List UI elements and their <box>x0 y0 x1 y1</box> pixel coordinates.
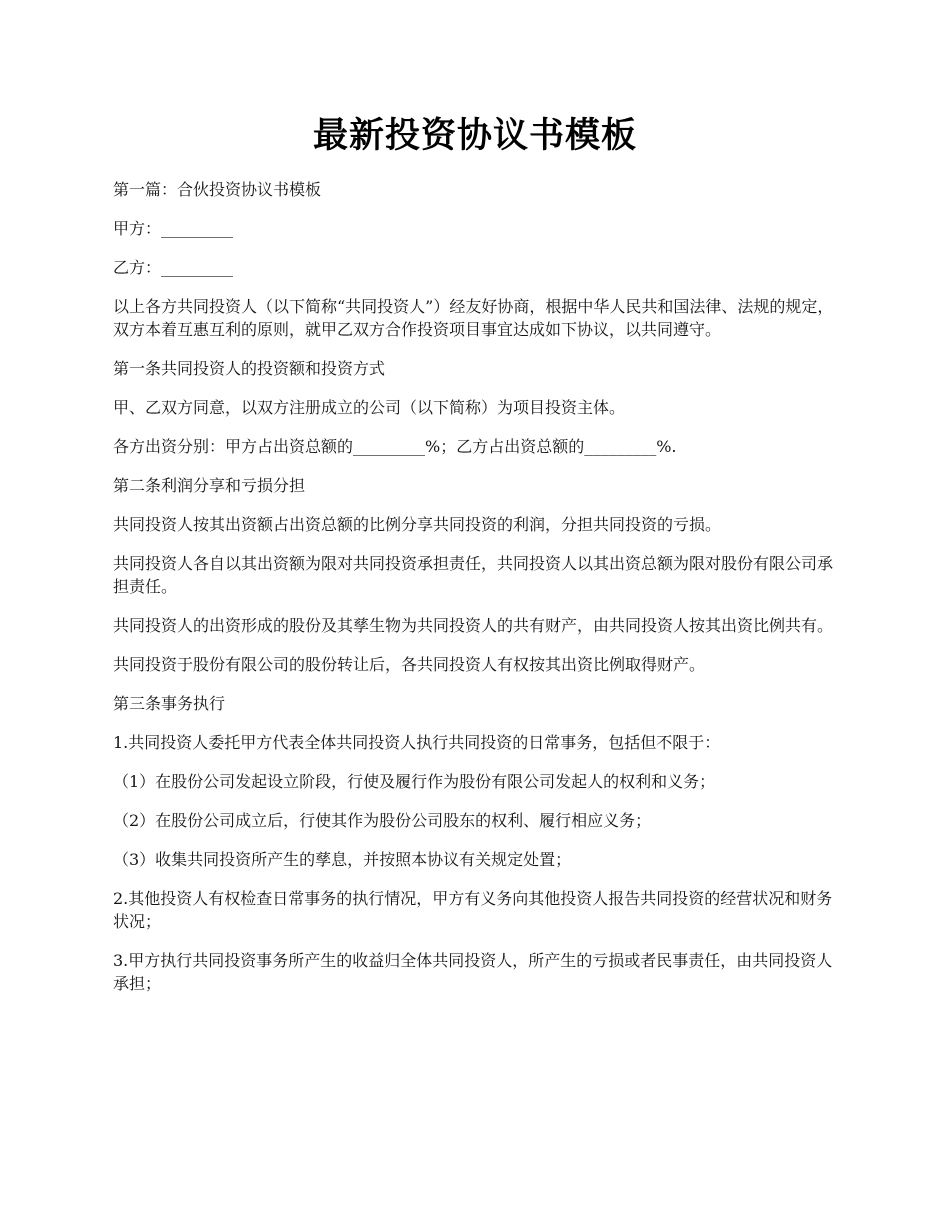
joint-property-paragraph: 共同投资人的出资形成的股份及其孳生物为共同投资人的共有财产，由共同投资人按其出资比例共有。 <box>113 616 834 635</box>
document-title: 最新投资协议书模板 <box>312 115 637 156</box>
article-three-heading: 第三条事务执行 <box>113 694 226 713</box>
party-b-line: 乙方：_________ <box>113 258 234 277</box>
article-one-heading: 第一条共同投资人的投资额和投资方式 <box>113 359 386 378</box>
clause-1-item-1: （1）在股份公司发起设立阶段，行使及履行作为股份有限公司发起人的权利和义务； <box>113 772 716 791</box>
preamble-paragraph: 以上各方共同投资人（以下简称“共同投资人”）经友好协商，根据中华人民共和国法律、法规的规定，双方本着互惠互利的原则，就甲乙双方合作投资项目事宜达成如下协议，以共同遵守。 <box>113 297 834 339</box>
clause-1-paragraph: 1.共同投资人委托甲方代表全体共同投资人执行共同投资的日常事务，包括但不限于： <box>113 733 721 752</box>
investment-subject-paragraph: 甲、乙双方同意，以双方注册成立的公司（以下简称）为项目投资主体。 <box>113 398 626 417</box>
clause-2-paragraph: 2.其他投资人有权检查日常事务的执行情况，甲方有义务向其他投资人报告共同投资的经营状况和财务状况； <box>113 889 833 931</box>
document-body <box>113 178 843 1011</box>
clause-1-item-3: （3）收集共同投资所产生的孳息，并按照本协议有关规定处置； <box>113 850 572 869</box>
heading-part-one: 第一篇：合伙投资协议书模板 <box>113 180 322 199</box>
article-two-heading: 第二条利润分享和亏损分担 <box>113 476 306 495</box>
clause-1-item-2: （2）在股份公司成立后，行使其作为股份公司股东的权利、履行相应义务； <box>113 811 652 830</box>
contribution-ratio-paragraph: 各方出资分别：甲方占出资总额的_________%；乙方占出资总额的_________%. <box>113 437 677 456</box>
clause-3-paragraph: 3.甲方执行共同投资事务所产生的收益归全体共同投资人，所产生的亏损或者民事责任，由共同投资人承担； <box>113 951 833 993</box>
profit-sharing-paragraph: 共同投资人按其出资额占出资总额的比例分享共同投资的利润，分担共同投资的亏损。 <box>113 515 722 534</box>
party-a-line: 甲方：_________ <box>113 219 234 238</box>
share-transfer-paragraph: 共同投资于股份有限公司的股份转让后，各共同投资人有权按其出资比例取得财产。 <box>113 655 706 674</box>
liability-paragraph: 共同投资人各自以其出资额为限对共同投资承担责任，共同投资人以其出资总额为限对股份有限公司承担责任。 <box>113 554 834 596</box>
